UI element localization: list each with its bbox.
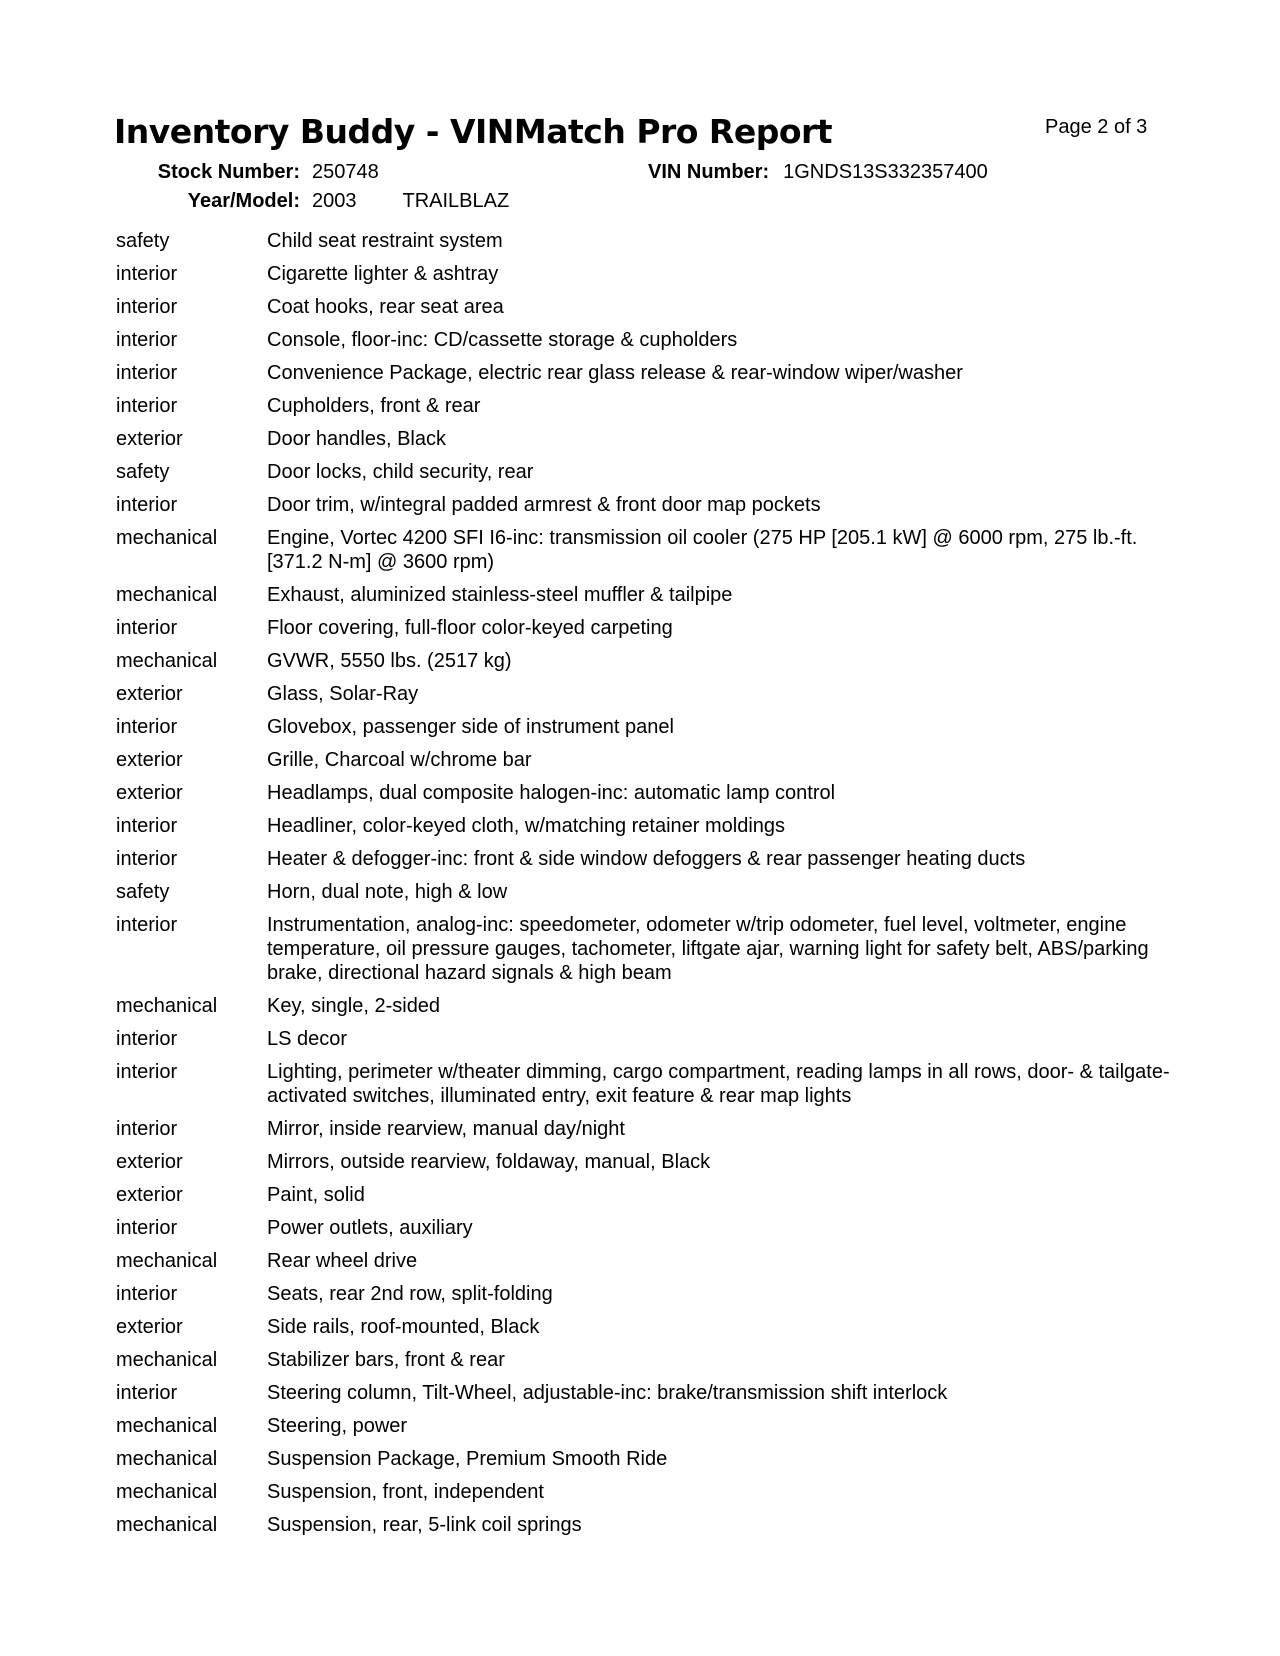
feature-category: mechanical bbox=[116, 1250, 218, 1272]
feature-row bbox=[116, 427, 1176, 451]
feature-category: interior bbox=[116, 395, 178, 417]
feature-row bbox=[116, 1249, 1176, 1273]
feature-category: mechanical bbox=[116, 1415, 218, 1437]
feature-description: Key, single, 2-sided bbox=[267, 995, 441, 1017]
feature-category: exterior bbox=[116, 1184, 183, 1206]
feature-row bbox=[116, 1447, 1176, 1471]
feature-row bbox=[116, 1348, 1176, 1372]
feature-row bbox=[116, 682, 1176, 706]
feature-category: mechanical bbox=[116, 995, 218, 1017]
feature-category: safety bbox=[116, 230, 170, 252]
feature-description: Lighting, perimeter w/theater dimming, cargo compartment, reading lamps in all rows, door- & tailgate-activated switches, illuminated entry, exit feature & rear map lights bbox=[267, 1061, 1170, 1107]
feature-row bbox=[116, 583, 1176, 607]
feature-row bbox=[116, 880, 1176, 904]
feature-description: Child seat restraint system bbox=[267, 230, 503, 252]
feature-category: interior bbox=[116, 716, 178, 738]
feature-category: mechanical bbox=[116, 1514, 218, 1536]
feature-row bbox=[116, 1216, 1176, 1240]
feature-category: exterior bbox=[116, 749, 183, 771]
feature-description: GVWR, 5550 lbs. (2517 kg) bbox=[267, 650, 512, 672]
feature-category: exterior bbox=[116, 683, 183, 705]
stock-number-value: 250748 bbox=[312, 161, 379, 183]
feature-description: Horn, dual note, high & low bbox=[267, 881, 508, 903]
vin-number-value: 1GNDS13S332357400 bbox=[783, 161, 988, 183]
feature-description: Suspension, rear, 5-link coil springs bbox=[267, 1514, 582, 1536]
year-value: 2003 bbox=[312, 190, 357, 212]
feature-category: safety bbox=[116, 881, 170, 903]
feature-description: Console, floor-inc: CD/cassette storage & cupholders bbox=[267, 329, 738, 351]
feature-category: interior bbox=[116, 1217, 178, 1239]
feature-description: Door handles, Black bbox=[267, 428, 446, 450]
feature-row bbox=[116, 814, 1176, 838]
feature-category: interior bbox=[116, 494, 178, 516]
feature-description: Convenience Package, electric rear glass release & rear-window wiper/washer bbox=[267, 362, 963, 384]
feature-description: Door locks, child security, rear bbox=[267, 461, 534, 483]
feature-category: interior bbox=[116, 1061, 178, 1083]
feature-row bbox=[116, 781, 1176, 805]
feature-row bbox=[116, 649, 1176, 673]
feature-category: interior bbox=[116, 914, 178, 936]
feature-row bbox=[116, 1315, 1176, 1339]
year-model-row bbox=[154, 190, 509, 213]
page-number: Page 2 of 3 bbox=[1045, 116, 1148, 138]
feature-description: Coat hooks, rear seat area bbox=[267, 296, 504, 318]
feature-description: Exhaust, aluminized stainless-steel muffler & tailpipe bbox=[267, 584, 733, 606]
feature-row bbox=[116, 1027, 1176, 1051]
year-model-label: Year/Model: bbox=[187, 190, 300, 212]
feature-category: interior bbox=[116, 263, 178, 285]
feature-description: Floor covering, full-floor color-keyed carpeting bbox=[267, 617, 673, 639]
feature-category: interior bbox=[116, 1118, 178, 1140]
feature-description: Suspension Package, Premium Smooth Ride bbox=[267, 1448, 668, 1470]
feature-row bbox=[116, 394, 1176, 418]
model-value: TRAILBLAZ bbox=[402, 190, 510, 212]
feature-description: Grille, Charcoal w/chrome bar bbox=[267, 749, 532, 771]
stock-number-label: Stock Number: bbox=[157, 161, 300, 183]
feature-description: LS decor bbox=[267, 1028, 348, 1050]
feature-row bbox=[116, 994, 1176, 1018]
feature-description: Paint, solid bbox=[267, 1184, 365, 1206]
feature-category: mechanical bbox=[116, 1481, 218, 1503]
feature-row bbox=[116, 847, 1176, 871]
feature-category: exterior bbox=[116, 1151, 183, 1173]
feature-description: Power outlets, auxiliary bbox=[267, 1217, 473, 1239]
feature-description: Engine, Vortec 4200 SFI I6-inc: transmission oil cooler (275 HP [205.1 kW] @ 6000 rpm, 275 lb.-ft. [371.2 N-m] @ 3600 rpm) bbox=[267, 527, 1138, 573]
feature-category: mechanical bbox=[116, 527, 218, 549]
feature-description: Door trim, w/integral padded armrest & front door map pockets bbox=[267, 494, 821, 516]
feature-category: mechanical bbox=[116, 584, 218, 606]
feature-category: interior bbox=[116, 815, 178, 837]
feature-category: interior bbox=[116, 1283, 178, 1305]
feature-description: Instrumentation, analog-inc: speedometer, odometer w/trip odometer, fuel level, voltmeter, engine temperature, oil pressure gauges, tachometer, liftgate ajar, warning light for safety belt, ABS/parking brake, directional hazard signals & high beam bbox=[267, 914, 1149, 984]
feature-category: interior bbox=[116, 848, 178, 870]
feature-category: interior bbox=[116, 1382, 178, 1404]
feature-row bbox=[116, 1282, 1176, 1306]
feature-row bbox=[116, 460, 1176, 484]
feature-row bbox=[116, 295, 1176, 319]
feature-description: Heater & defogger-inc: front & side window defoggers & rear passenger heating ducts bbox=[267, 848, 1026, 870]
feature-row bbox=[116, 262, 1176, 286]
vin-number-row bbox=[648, 161, 988, 184]
feature-description: Headliner, color-keyed cloth, w/matching retainer moldings bbox=[267, 815, 786, 837]
feature-description: Seats, rear 2nd row, split-folding bbox=[267, 1283, 553, 1305]
feature-row bbox=[116, 361, 1176, 385]
feature-description: Glass, Solar-Ray bbox=[267, 683, 419, 705]
feature-description: Mirrors, outside rearview, foldaway, manual, Black bbox=[267, 1151, 711, 1173]
feature-row bbox=[116, 328, 1176, 352]
report-title: Inventory Buddy - VINMatch Pro Report bbox=[114, 112, 833, 151]
feature-row bbox=[116, 616, 1176, 640]
vin-number-label: VIN Number: bbox=[648, 161, 770, 183]
feature-description: Mirror, inside rearview, manual day/night bbox=[267, 1118, 625, 1140]
feature-description: Steering column, Tilt-Wheel, adjustable-inc: brake/transmission shift interlock bbox=[267, 1382, 948, 1404]
feature-row bbox=[116, 1183, 1176, 1207]
feature-description: Suspension, front, independent bbox=[267, 1481, 544, 1503]
feature-category: mechanical bbox=[116, 1448, 218, 1470]
feature-row bbox=[116, 1480, 1176, 1504]
feature-row bbox=[116, 1060, 1176, 1108]
feature-description: Stabilizer bars, front & rear bbox=[267, 1349, 505, 1371]
feature-description: Rear wheel drive bbox=[267, 1250, 418, 1272]
feature-row bbox=[116, 748, 1176, 772]
feature-category: safety bbox=[116, 461, 170, 483]
feature-category: exterior bbox=[116, 428, 183, 450]
stock-number-row bbox=[154, 161, 379, 184]
feature-row bbox=[116, 1150, 1176, 1174]
feature-row bbox=[116, 1117, 1176, 1141]
feature-category: interior bbox=[116, 617, 178, 639]
feature-category: interior bbox=[116, 1028, 178, 1050]
feature-row bbox=[116, 526, 1176, 574]
feature-row bbox=[116, 1381, 1176, 1405]
feature-category: interior bbox=[116, 362, 178, 384]
feature-row bbox=[116, 1414, 1176, 1438]
feature-category: mechanical bbox=[116, 1349, 218, 1371]
feature-row bbox=[116, 1513, 1176, 1537]
feature-row bbox=[116, 229, 1176, 253]
feature-category: interior bbox=[116, 329, 178, 351]
feature-row bbox=[116, 913, 1176, 985]
feature-description: Steering, power bbox=[267, 1415, 408, 1437]
feature-description: Headlamps, dual composite halogen-inc: automatic lamp control bbox=[267, 782, 836, 804]
feature-row bbox=[116, 493, 1176, 517]
feature-description: Cigarette lighter & ashtray bbox=[267, 263, 499, 285]
feature-category: exterior bbox=[116, 1316, 183, 1338]
feature-row bbox=[116, 715, 1176, 739]
feature-category: exterior bbox=[116, 782, 183, 804]
feature-description: Side rails, roof-mounted, Black bbox=[267, 1316, 540, 1338]
feature-description: Glovebox, passenger side of instrument panel bbox=[267, 716, 674, 738]
feature-description: Cupholders, front & rear bbox=[267, 395, 481, 417]
feature-category: interior bbox=[116, 296, 178, 318]
feature-category: mechanical bbox=[116, 650, 218, 672]
feature-list bbox=[116, 229, 1176, 1546]
